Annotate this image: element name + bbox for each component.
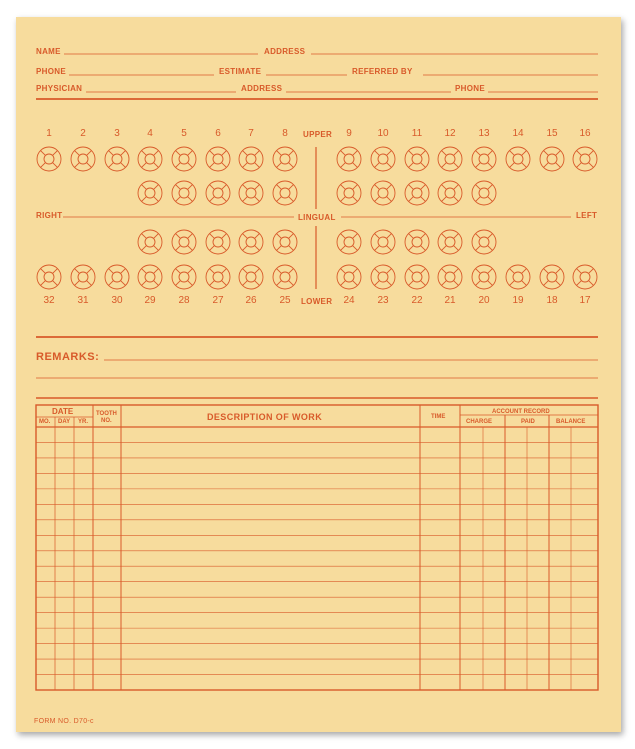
- tooth-number: 19: [512, 295, 524, 306]
- tooth-number: 8: [282, 128, 288, 139]
- yr-label: YR.: [78, 419, 89, 425]
- tooth-diagram[interactable]: [337, 230, 361, 254]
- tooth-number: 22: [411, 295, 423, 306]
- tooth-number: 25: [279, 295, 291, 306]
- tooth-diagram[interactable]: [172, 147, 196, 171]
- tooth-diagram[interactable]: [37, 147, 61, 171]
- tooth-diagram[interactable]: [206, 181, 230, 205]
- tooth-diagram[interactable]: [239, 147, 263, 171]
- tooth-number: 4: [147, 128, 153, 139]
- remarks-label: REMARKS:: [36, 351, 100, 363]
- tooth-diagram[interactable]: [206, 265, 230, 289]
- tooth-diagram[interactable]: [573, 147, 597, 171]
- lower-label: LOWER: [301, 297, 333, 306]
- tooth-diagram[interactable]: [71, 265, 95, 289]
- tooth-number: 14: [512, 128, 524, 139]
- referred-by-label: REFERRED BY: [352, 67, 413, 76]
- tooth-diagram[interactable]: [371, 265, 395, 289]
- tooth-diagram[interactable]: [239, 265, 263, 289]
- tooth-diagram[interactable]: [172, 230, 196, 254]
- tooth-number: 9: [346, 128, 352, 139]
- lingual-label: LINGUAL: [298, 213, 336, 222]
- tooth-diagram[interactable]: [540, 147, 564, 171]
- tooth-diagram[interactable]: [438, 230, 462, 254]
- tooth-diagram[interactable]: [405, 147, 429, 171]
- tooth-number: 20: [478, 295, 490, 306]
- tooth-number: 5: [181, 128, 187, 139]
- tooth-diagram[interactable]: [337, 265, 361, 289]
- tooth-diagram[interactable]: [371, 181, 395, 205]
- tooth-diagram[interactable]: [138, 147, 162, 171]
- tooth-number: 27: [212, 295, 224, 306]
- physician-label: PHYSICIAN: [36, 84, 83, 93]
- tooth-diagram[interactable]: [206, 147, 230, 171]
- tooth-diagram[interactable]: [506, 147, 530, 171]
- tooth-diagram[interactable]: [506, 265, 530, 289]
- tooth-number: 26: [245, 295, 257, 306]
- tooth-diagram[interactable]: [71, 147, 95, 171]
- paid-label: PAID: [521, 419, 535, 425]
- tooth-diagram[interactable]: [405, 230, 429, 254]
- tooth-number: 24: [343, 295, 355, 306]
- tooth-number: 16: [579, 128, 591, 139]
- tooth-number: 32: [43, 295, 55, 306]
- tooth-diagram[interactable]: [138, 181, 162, 205]
- tooth-number: 23: [377, 295, 389, 306]
- form-number: FORM NO. D70-c: [34, 718, 94, 725]
- day-label: DAY: [58, 419, 71, 425]
- date-label: DATE: [52, 407, 74, 416]
- dental-record-card: [16, 17, 621, 732]
- phone2-label: PHONE: [455, 84, 485, 93]
- tooth-number: 18: [546, 295, 558, 306]
- tooth-diagram[interactable]: [472, 181, 496, 205]
- tooth-diagram[interactable]: [206, 230, 230, 254]
- form-artwork: [16, 17, 621, 732]
- balance-label: BALANCE: [556, 419, 586, 425]
- ledger-table: [36, 405, 598, 690]
- tooth-label: TOOTH: [96, 411, 117, 417]
- tooth-diagram[interactable]: [239, 230, 263, 254]
- tooth-diagram[interactable]: [105, 147, 129, 171]
- tooth-diagram[interactable]: [405, 265, 429, 289]
- phone-label: PHONE: [36, 67, 66, 76]
- tooth-number: 30: [111, 295, 123, 306]
- tooth-diagram[interactable]: [337, 147, 361, 171]
- tooth-diagram[interactable]: [438, 147, 462, 171]
- tooth-diagram[interactable]: [273, 230, 297, 254]
- tooth-diagram[interactable]: [172, 181, 196, 205]
- right-label: RIGHT: [36, 211, 63, 220]
- no-label: NO.: [101, 418, 112, 424]
- tooth-diagram[interactable]: [273, 147, 297, 171]
- time-label: TIME: [431, 414, 446, 420]
- tooth-number: 17: [579, 295, 591, 306]
- estimate-label: ESTIMATE: [219, 67, 262, 76]
- tooth-number: 2: [80, 128, 86, 139]
- tooth-number: 13: [478, 128, 490, 139]
- left-label: LEFT: [576, 211, 598, 220]
- tooth-number: 12: [444, 128, 456, 139]
- tooth-diagram[interactable]: [472, 147, 496, 171]
- tooth-number: 6: [215, 128, 221, 139]
- tooth-number: 3: [114, 128, 120, 139]
- tooth-diagram[interactable]: [37, 265, 61, 289]
- tooth-number: 31: [77, 295, 89, 306]
- tooth-diagram[interactable]: [472, 230, 496, 254]
- tooth-diagram[interactable]: [172, 265, 196, 289]
- name-label: NAME: [36, 47, 61, 56]
- tooth-diagram[interactable]: [472, 265, 496, 289]
- tooth-number: 10: [377, 128, 389, 139]
- mo-label: MO.: [39, 419, 51, 425]
- tooth-diagram[interactable]: [105, 265, 129, 289]
- account-record-label: ACCOUNT RECORD: [492, 409, 550, 415]
- address2-label: ADDRESS: [241, 84, 283, 93]
- tooth-diagram[interactable]: [239, 181, 263, 205]
- tooth-diagram[interactable]: [138, 230, 162, 254]
- tooth-diagram[interactable]: [273, 265, 297, 289]
- tooth-diagram[interactable]: [540, 265, 564, 289]
- tooth-number: 7: [248, 128, 254, 139]
- upper-label: UPPER: [303, 130, 333, 139]
- charge-label: CHARGE: [466, 419, 493, 425]
- tooth-number: 11: [411, 128, 423, 139]
- tooth-number: 1: [46, 128, 52, 139]
- tooth-number: 21: [444, 295, 456, 306]
- tooth-diagram[interactable]: [371, 230, 395, 254]
- tooth-number: 29: [144, 295, 156, 306]
- tooth-diagram[interactable]: [438, 181, 462, 205]
- tooth-diagram[interactable]: [573, 265, 597, 289]
- description-label: DESCRIPTION OF WORK: [207, 412, 323, 422]
- address-label: ADDRESS: [264, 47, 306, 56]
- tooth-number: 28: [178, 295, 190, 306]
- tooth-diagram[interactable]: [438, 265, 462, 289]
- tooth-number: 15: [546, 128, 558, 139]
- tooth-diagram[interactable]: [405, 181, 429, 205]
- tooth-diagram[interactable]: [371, 147, 395, 171]
- tooth-diagram[interactable]: [138, 265, 162, 289]
- tooth-diagram[interactable]: [273, 181, 297, 205]
- tooth-diagram[interactable]: [337, 181, 361, 205]
